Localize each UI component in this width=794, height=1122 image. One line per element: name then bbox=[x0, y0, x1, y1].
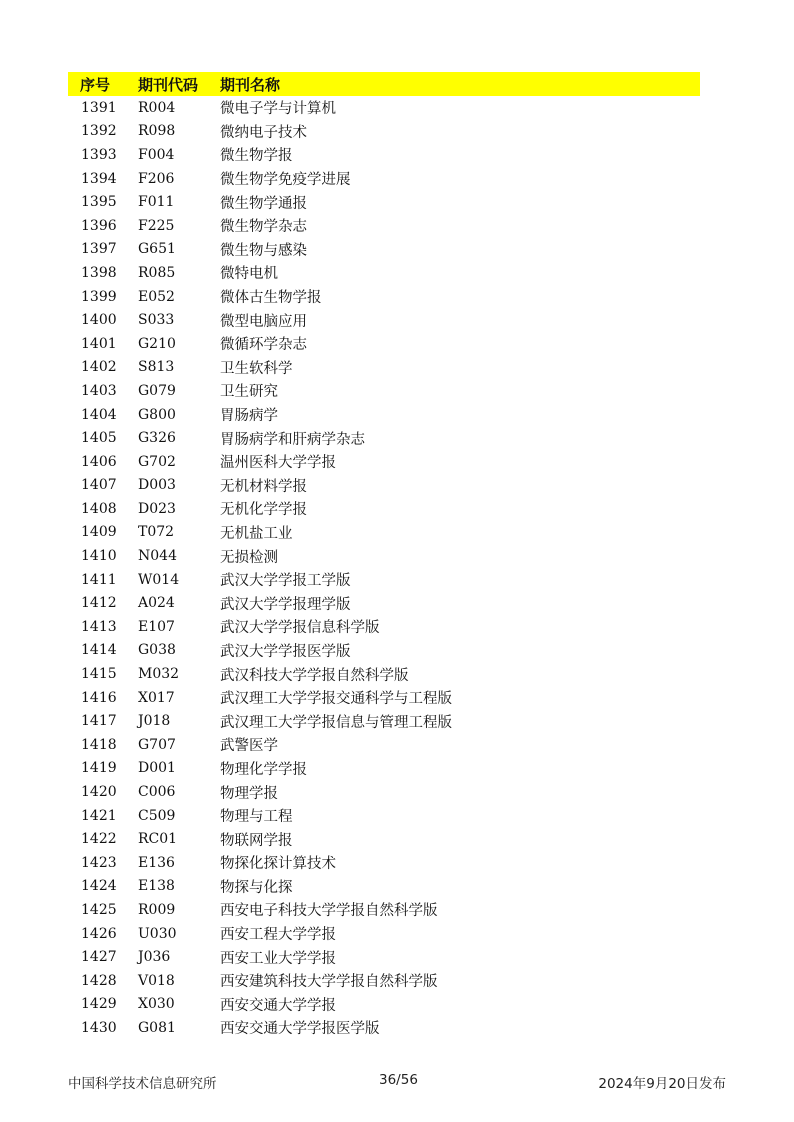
table-row bbox=[68, 804, 700, 828]
table-row bbox=[68, 308, 700, 332]
row-code: D003 bbox=[138, 477, 176, 494]
row-journal-name: 物探化探计算技术 bbox=[220, 856, 336, 873]
row-journal-name: 胃肠病学 bbox=[220, 408, 278, 425]
row-seq: 1418 bbox=[81, 736, 117, 753]
row-code: A024 bbox=[138, 595, 175, 612]
row-journal-name: 无损检测 bbox=[220, 549, 278, 566]
table-row bbox=[68, 922, 700, 946]
table-row bbox=[68, 120, 700, 144]
row-code: G038 bbox=[138, 642, 176, 659]
row-journal-name: 武汉大学学报信息科学版 bbox=[220, 620, 380, 637]
row-journal-name: 微生物学通报 bbox=[220, 195, 307, 212]
row-code: R098 bbox=[138, 123, 176, 140]
row-code: G707 bbox=[138, 736, 176, 753]
table-row bbox=[68, 379, 700, 403]
row-code: RC01 bbox=[138, 831, 178, 848]
row-journal-name: 物探与化探 bbox=[220, 879, 293, 896]
table-header bbox=[68, 72, 700, 96]
row-code: E107 bbox=[138, 618, 175, 635]
row-journal-name: 微生物学免疫学进展 bbox=[220, 172, 351, 189]
table-row bbox=[68, 497, 700, 521]
journal-table bbox=[68, 72, 700, 1040]
row-code: R004 bbox=[138, 99, 176, 116]
row-code: G079 bbox=[138, 382, 176, 399]
row-code: F206 bbox=[138, 170, 175, 187]
header-row bbox=[68, 72, 700, 96]
row-seq: 1407 bbox=[81, 477, 117, 494]
row-seq: 1428 bbox=[81, 972, 117, 989]
row-journal-name: 武汉理工大学学报交通科学与工程版 bbox=[220, 691, 452, 708]
table-row bbox=[68, 851, 700, 875]
table-row bbox=[68, 285, 700, 309]
row-seq: 1430 bbox=[81, 1019, 117, 1036]
table-row bbox=[68, 403, 700, 427]
table-row bbox=[68, 261, 700, 285]
row-journal-name: 武汉大学学报医学版 bbox=[220, 643, 351, 660]
row-seq: 1422 bbox=[81, 831, 117, 848]
row-journal-name: 微电子学与计算机 bbox=[220, 101, 336, 118]
row-seq: 1397 bbox=[81, 241, 117, 258]
row-code: E052 bbox=[138, 288, 175, 305]
row-journal-name: 微生物与感染 bbox=[220, 242, 307, 259]
row-seq: 1423 bbox=[81, 854, 117, 871]
table-row bbox=[68, 875, 700, 899]
row-code: G702 bbox=[138, 453, 176, 470]
table-row bbox=[68, 1016, 700, 1040]
row-seq: 1425 bbox=[81, 901, 117, 918]
row-journal-name: 西安建筑科技大学学报自然科学版 bbox=[220, 974, 438, 991]
row-journal-name: 物理学报 bbox=[220, 785, 278, 802]
row-journal-name: 西安工业大学学报 bbox=[220, 950, 336, 967]
table-row bbox=[68, 591, 700, 615]
row-seq: 1426 bbox=[81, 925, 117, 942]
row-journal-name: 西安电子科技大学学报自然科学版 bbox=[220, 903, 438, 920]
row-seq: 1410 bbox=[81, 548, 117, 565]
row-code: N044 bbox=[138, 548, 177, 565]
footer-organization: 中国科学技术信息研究所 bbox=[68, 1076, 217, 1092]
row-seq: 1391 bbox=[81, 99, 117, 116]
row-code: S813 bbox=[138, 359, 175, 376]
header-seq: 序号 bbox=[68, 72, 138, 96]
table-row bbox=[68, 426, 700, 450]
row-seq: 1417 bbox=[81, 713, 117, 730]
row-seq: 1416 bbox=[81, 689, 117, 706]
row-journal-name: 无机盐工业 bbox=[220, 525, 293, 542]
table-row bbox=[68, 733, 700, 757]
table-row bbox=[68, 450, 700, 474]
row-code: G651 bbox=[138, 241, 176, 258]
row-journal-name: 武汉科技大学学报自然科学版 bbox=[220, 667, 409, 684]
row-journal-name: 微型电脑应用 bbox=[220, 313, 307, 330]
row-seq: 1420 bbox=[81, 784, 117, 801]
table-row bbox=[68, 615, 700, 639]
row-seq: 1395 bbox=[81, 194, 117, 211]
row-journal-name: 胃肠病学和肝病学杂志 bbox=[220, 431, 365, 448]
table-row bbox=[68, 167, 700, 191]
table-row bbox=[68, 544, 700, 568]
table-body bbox=[68, 96, 700, 1040]
row-code: F225 bbox=[138, 217, 175, 234]
table-row bbox=[68, 898, 700, 922]
row-journal-name: 西安工程大学学报 bbox=[220, 927, 336, 944]
row-code: W014 bbox=[138, 571, 180, 588]
row-journal-name: 武汉大学学报工学版 bbox=[220, 573, 351, 590]
row-code: J018 bbox=[138, 713, 171, 730]
row-seq: 1405 bbox=[81, 430, 117, 447]
table-row bbox=[68, 969, 700, 993]
row-journal-name: 卫生研究 bbox=[220, 384, 278, 401]
row-journal-name: 微体古生物学报 bbox=[220, 290, 322, 307]
row-code: S033 bbox=[138, 312, 175, 329]
row-code: E136 bbox=[138, 854, 175, 871]
row-seq: 1398 bbox=[81, 264, 117, 281]
table-row bbox=[68, 993, 700, 1017]
row-seq: 1403 bbox=[81, 382, 117, 399]
row-seq: 1429 bbox=[81, 996, 117, 1013]
row-code: G210 bbox=[138, 335, 176, 352]
row-code: J036 bbox=[138, 949, 171, 966]
table-row bbox=[68, 639, 700, 663]
table-row bbox=[68, 709, 700, 733]
row-seq: 1412 bbox=[81, 595, 117, 612]
table-row bbox=[68, 780, 700, 804]
row-seq: 1427 bbox=[81, 949, 117, 966]
row-journal-name: 温州医科大学学报 bbox=[220, 455, 336, 472]
row-journal-name: 无机材料学报 bbox=[220, 478, 307, 495]
row-journal-name: 卫生软科学 bbox=[220, 360, 293, 377]
footer-publish-date: 2024年9月20日发布 bbox=[598, 1076, 726, 1092]
row-journal-name: 武警医学 bbox=[220, 738, 278, 755]
row-journal-name: 微特电机 bbox=[220, 266, 278, 283]
table-row bbox=[68, 190, 700, 214]
table-row bbox=[68, 238, 700, 262]
table-row bbox=[68, 474, 700, 498]
row-journal-name: 微生物学杂志 bbox=[220, 219, 307, 236]
row-code: F011 bbox=[138, 194, 175, 211]
table-row bbox=[68, 143, 700, 167]
row-seq: 1396 bbox=[81, 217, 117, 234]
row-seq: 1401 bbox=[81, 335, 117, 352]
table-row bbox=[68, 568, 700, 592]
row-journal-name: 武汉大学学报理学版 bbox=[220, 596, 351, 613]
row-journal-name: 物理与工程 bbox=[220, 809, 293, 826]
row-journal-name: 无机化学学报 bbox=[220, 502, 307, 519]
header-name: 期刊名称 bbox=[220, 72, 700, 96]
row-code: C006 bbox=[138, 784, 176, 801]
table-row bbox=[68, 332, 700, 356]
row-seq: 1408 bbox=[81, 500, 117, 517]
table-row bbox=[68, 827, 700, 851]
table-row bbox=[68, 521, 700, 545]
row-code: R085 bbox=[138, 264, 176, 281]
row-journal-name: 微循环学杂志 bbox=[220, 337, 307, 354]
row-code: G800 bbox=[138, 406, 176, 423]
row-journal-name: 微生物学报 bbox=[220, 148, 293, 165]
table-row bbox=[68, 214, 700, 238]
row-seq: 1414 bbox=[81, 642, 117, 659]
row-seq: 1411 bbox=[81, 571, 117, 588]
row-journal-name: 微纳电子技术 bbox=[220, 124, 307, 141]
footer-page-number: 36/56 bbox=[379, 1072, 418, 1088]
row-code: G081 bbox=[138, 1019, 176, 1036]
row-code: X030 bbox=[138, 996, 175, 1013]
row-code: M032 bbox=[138, 666, 180, 683]
table-row bbox=[68, 686, 700, 710]
row-code: R009 bbox=[138, 901, 176, 918]
row-code: G326 bbox=[138, 430, 176, 447]
row-code: E138 bbox=[138, 878, 175, 895]
row-journal-name: 武汉理工大学学报信息与管理工程版 bbox=[220, 714, 452, 731]
row-seq: 1392 bbox=[81, 123, 117, 140]
table-row bbox=[68, 945, 700, 969]
row-code: X017 bbox=[138, 689, 175, 706]
row-journal-name: 西安交通大学学报 bbox=[220, 997, 336, 1014]
row-journal-name: 西安交通大学学报医学版 bbox=[220, 1021, 380, 1038]
row-seq: 1421 bbox=[81, 807, 117, 824]
row-seq: 1419 bbox=[81, 760, 117, 777]
row-seq: 1424 bbox=[81, 878, 117, 895]
row-seq: 1409 bbox=[81, 524, 117, 541]
row-seq: 1394 bbox=[81, 170, 117, 187]
row-journal-name: 物联网学报 bbox=[220, 832, 293, 849]
row-seq: 1415 bbox=[81, 666, 117, 683]
row-seq: 1402 bbox=[81, 359, 117, 376]
row-code: U030 bbox=[138, 925, 177, 942]
table-row bbox=[68, 356, 700, 380]
row-code: C509 bbox=[138, 807, 176, 824]
row-journal-name: 物理化学学报 bbox=[220, 761, 307, 778]
row-code: D001 bbox=[138, 760, 176, 777]
row-seq: 1393 bbox=[81, 146, 117, 163]
row-seq: 1400 bbox=[81, 312, 117, 329]
table-row bbox=[68, 96, 700, 120]
table-row bbox=[68, 662, 700, 686]
page-footer bbox=[68, 1072, 726, 1092]
row-seq: 1413 bbox=[81, 618, 117, 635]
table-row bbox=[68, 757, 700, 781]
row-code: D023 bbox=[138, 500, 176, 517]
row-seq: 1404 bbox=[81, 406, 117, 423]
row-code: F004 bbox=[138, 146, 175, 163]
row-seq: 1399 bbox=[81, 288, 117, 305]
row-seq: 1406 bbox=[81, 453, 117, 470]
header-code: 期刊代码 bbox=[138, 72, 220, 96]
row-code: V018 bbox=[138, 972, 175, 989]
row-code: T072 bbox=[138, 524, 175, 541]
